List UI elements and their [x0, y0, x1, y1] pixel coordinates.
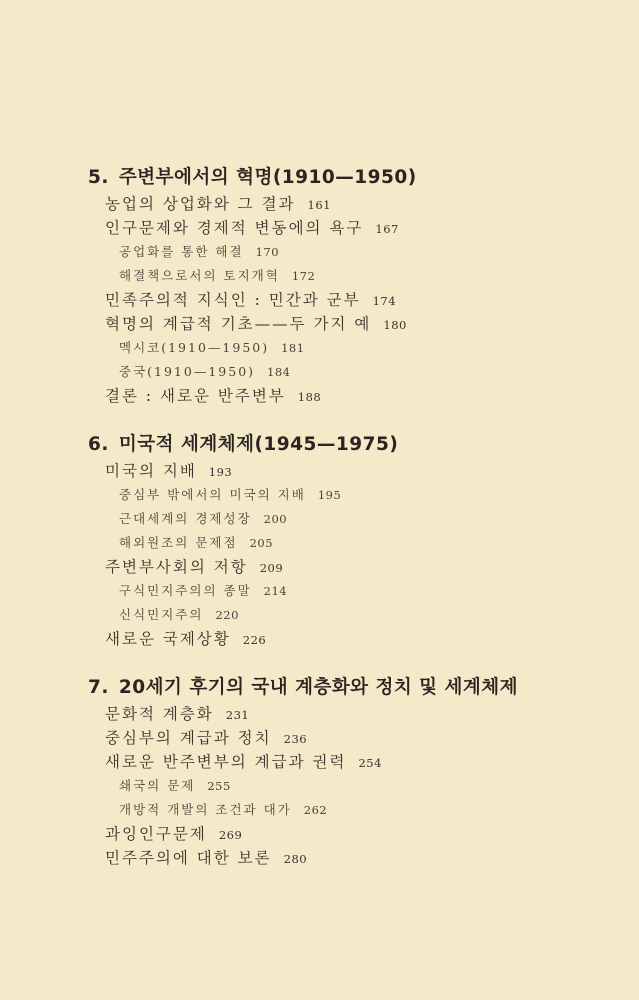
toc-subentry — [88, 483, 588, 507]
page-number: 236 — [283, 732, 308, 746]
entry-title: 중국(1910—1950) — [119, 364, 256, 379]
table-of-contents — [88, 164, 588, 893]
entry-title: 민주주의에 대한 보론 — [105, 849, 272, 867]
entry-title: 농업의 상업화와 그 결과 — [105, 195, 296, 213]
entry-title: 해외원조의 문제점 — [119, 535, 238, 550]
chapter-title: 20세기 후기의 국내 계층화와 정치 및 세계체제 — [118, 677, 518, 698]
page-number: 180 — [383, 318, 407, 332]
toc-entry — [88, 384, 588, 408]
page-number: 231 — [225, 708, 250, 722]
toc-subentry — [88, 531, 588, 555]
page-number: 188 — [297, 390, 322, 404]
toc-section — [88, 674, 588, 870]
entry-title: 문화적 계층화 — [105, 705, 214, 723]
page-number: 200 — [263, 512, 288, 526]
entry-title: 해결책으로서의 토지개혁 — [119, 268, 280, 283]
toc-subentry — [88, 798, 588, 822]
toc-entry — [88, 627, 588, 651]
page-number: 181 — [281, 341, 305, 355]
entry-title: 개방적 개발의 조건과 대가 — [119, 802, 292, 817]
chapter-number: 7. — [88, 677, 109, 698]
page-number: 184 — [267, 365, 291, 379]
toc-entry — [88, 846, 588, 870]
entry-title: 중심부의 계급과 정치 — [105, 729, 272, 747]
toc-entry — [88, 726, 588, 750]
entry-title: 새로운 반주변부의 계급과 권력 — [105, 753, 347, 771]
chapter-title: 주변부에서의 혁명(1910—1950) — [118, 167, 417, 188]
chapter-number: 5. — [88, 167, 109, 188]
toc-entry — [88, 312, 588, 336]
page-number: 255 — [207, 779, 231, 793]
entry-title: 혁명의 계급적 기초——두 가지 예 — [105, 315, 372, 333]
entry-title: 멕시코(1910—1950) — [119, 340, 270, 355]
toc-entry — [88, 750, 588, 774]
toc-section — [88, 164, 588, 408]
toc-entry — [88, 288, 588, 312]
toc-entry — [88, 459, 588, 483]
chapter-number: 6. — [88, 434, 109, 455]
page-number: 195 — [317, 488, 342, 502]
toc-subentry — [88, 774, 588, 798]
entry-title: 인구문제와 경제적 변동에의 욕구 — [105, 219, 364, 237]
toc-subentry — [88, 336, 588, 360]
toc-subentry — [88, 264, 588, 288]
toc-subentry — [88, 603, 588, 627]
page-number: 167 — [375, 222, 399, 236]
page-number: 254 — [358, 756, 382, 770]
entry-title: 민족주의적 지식인 : 민간과 군부 — [105, 291, 361, 309]
entry-title: 결론 : 새로운 반주변부 — [105, 387, 286, 405]
toc-entry — [88, 555, 588, 579]
page-number: 161 — [307, 198, 331, 212]
page-number: 205 — [249, 536, 274, 550]
page-number: 226 — [242, 633, 267, 647]
entry-title: 과잉인구문제 — [105, 825, 207, 843]
toc-entry — [88, 822, 588, 846]
entry-title: 신식민지주의 — [119, 607, 204, 622]
entry-title: 중심부 밖에서의 미국의 지배 — [119, 487, 306, 502]
entry-title: 미국의 지배 — [105, 462, 197, 480]
page-number: 214 — [263, 584, 288, 598]
page-number: 174 — [372, 294, 397, 308]
toc-section — [88, 431, 588, 651]
page-number: 172 — [291, 269, 316, 283]
page-number: 220 — [215, 608, 239, 622]
toc-entry — [88, 702, 588, 726]
toc-subentry — [88, 507, 588, 531]
page-number: 170 — [255, 245, 280, 259]
entry-title: 쇄국의 문제 — [119, 778, 196, 793]
toc-subentry — [88, 240, 588, 264]
toc-entry — [88, 192, 588, 216]
entry-title: 공업화를 통한 해결 — [119, 244, 244, 259]
entry-title: 근대세계의 경제성장 — [119, 511, 252, 526]
entry-title: 구식민지주의의 종말 — [119, 583, 252, 598]
page-number: 209 — [259, 561, 284, 575]
chapter-heading — [88, 164, 588, 192]
chapter-heading — [88, 674, 588, 702]
page-number: 193 — [208, 465, 233, 479]
page-number: 269 — [218, 828, 243, 842]
entry-title: 주변부사회의 저항 — [105, 558, 248, 576]
chapter-heading — [88, 431, 588, 459]
entry-title: 새로운 국제상황 — [105, 630, 231, 648]
toc-entry — [88, 216, 588, 240]
page-number: 262 — [303, 803, 328, 817]
chapter-title: 미국적 세계체제(1945—1975) — [118, 434, 399, 455]
page-number: 280 — [283, 852, 308, 866]
toc-subentry — [88, 579, 588, 603]
toc-subentry — [88, 360, 588, 384]
